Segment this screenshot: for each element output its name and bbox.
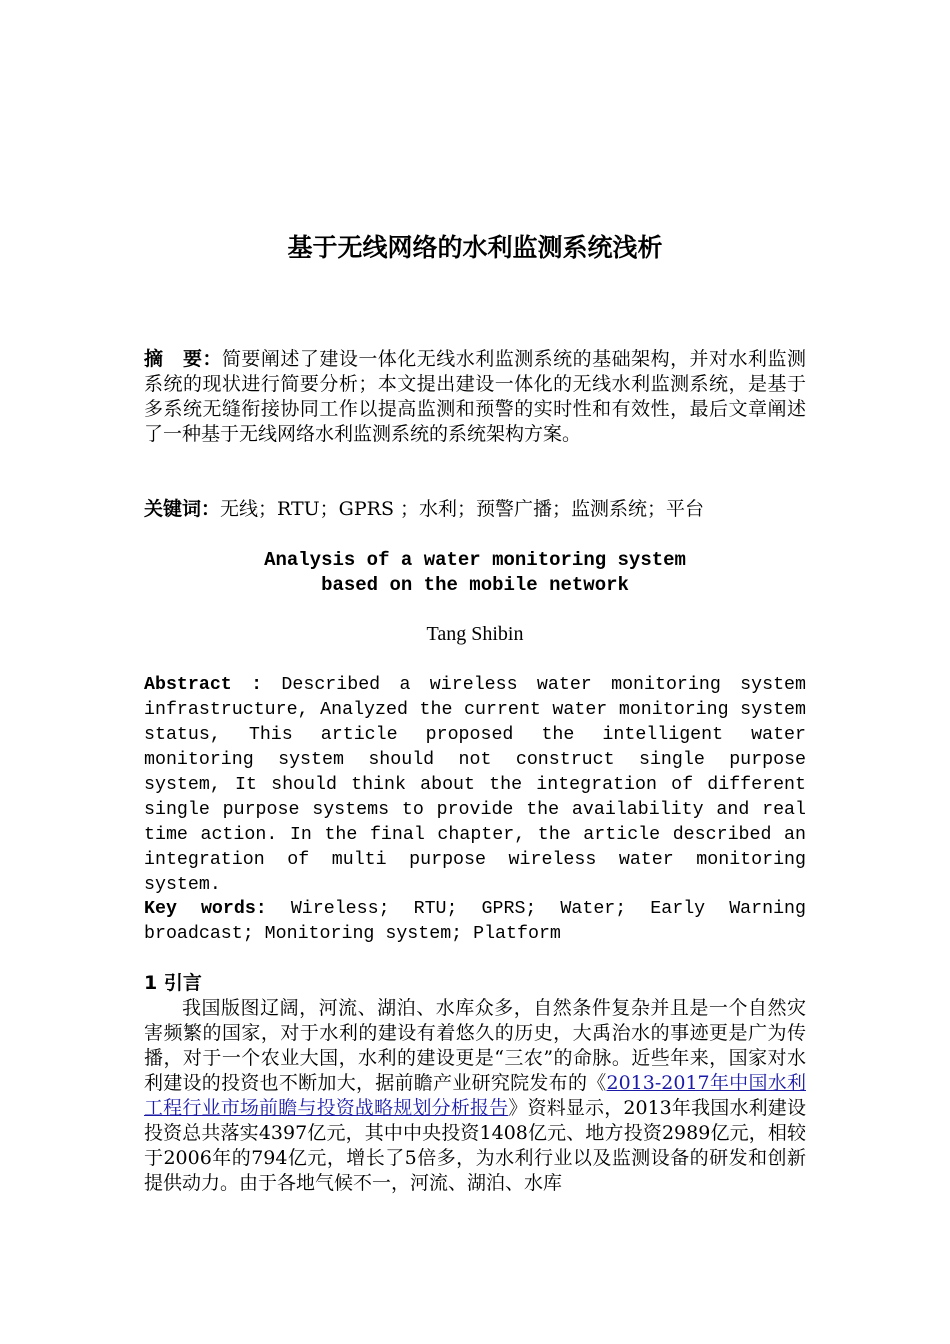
abstract-cn-text: 简要阐述了建设一体化无线水利监测系统的基础架构，并对水利监测系统的现状进行简要分析；本文提出建设一体化的无线水利监测系统，是基于多系统无缝衔接协同工作以提高监测和预警的实时性和有效性，最后文章阐述了一种基于无线网络水利监测系统的系统架构方案。	[144, 348, 806, 445]
keywords-cn	[144, 497, 806, 522]
section-heading-introduction: 1 引言	[144, 972, 202, 994]
report-link[interactable]: 2013-2017年中国水利工程行业市场前瞻与投资战略规划分析报告	[144, 1072, 806, 1119]
keywords-en-text: Wireless; RTU; GPRS; Water; Early Warning broadcast; Monitoring system; Platform	[144, 899, 806, 944]
keywords-cn-text: 无线；RTU；GPRS ；水利；预警广播；监测系统；平台	[220, 498, 704, 520]
abstract-en	[144, 673, 806, 898]
section-intro-paragraph	[144, 996, 806, 1196]
abstract-cn-label: 摘 要：	[144, 348, 222, 370]
abstract-en-label: Abstract :	[144, 675, 263, 695]
english-title	[0, 548, 950, 598]
english-title-line-2: based on the mobile network	[321, 574, 629, 596]
abstract-cn	[144, 347, 806, 447]
intro-text-before-link: 我国版图辽阔，河流、湖泊、水库众多，自然条件复杂并且是一个自然灾害频繁的国家，对于水利的建设有着悠久的历史，大禹治水的事迹更是广为传播，对于一个农业大国，水利的建设更是“三农”的命脉。近些年来，国家对水利建设的投资也不断加大，据前瞻产业研究院发布的《	[144, 997, 806, 1094]
paper-title: 基于无线网络的水利监测系统浅析	[287, 233, 663, 262]
abstract-en-text: Described a wireless water monitoring system infrastructure, Analyzed the current water monitoring system status, This article proposed the intelligent water monitoring system should not construct single purpose system, It should think about the integration of different single purpose systems to provide the availability and real time action. In the final chapter, the article described an integration of multi purpose wireless water monitoring system.	[144, 675, 806, 895]
keywords-cn-label: 关键词：	[144, 498, 221, 520]
english-title-line-1: Analysis of a water monitoring system	[264, 549, 686, 571]
author-name: Tang Shibin	[426, 623, 524, 645]
keywords-en	[144, 897, 806, 947]
keywords-en-label: Key words:	[144, 899, 267, 919]
intro-text-after-link: 》资料显示，2013年我国水利建设投资总共落实4397亿元，其中中央投资1408亿元、地方投资2989亿元，相较于2006年的794亿元，增长了5倍多，为水利行业以及监测设备的研发和创新提供动力。由于各地气候不一，河流、湖泊、水库	[144, 1097, 806, 1194]
